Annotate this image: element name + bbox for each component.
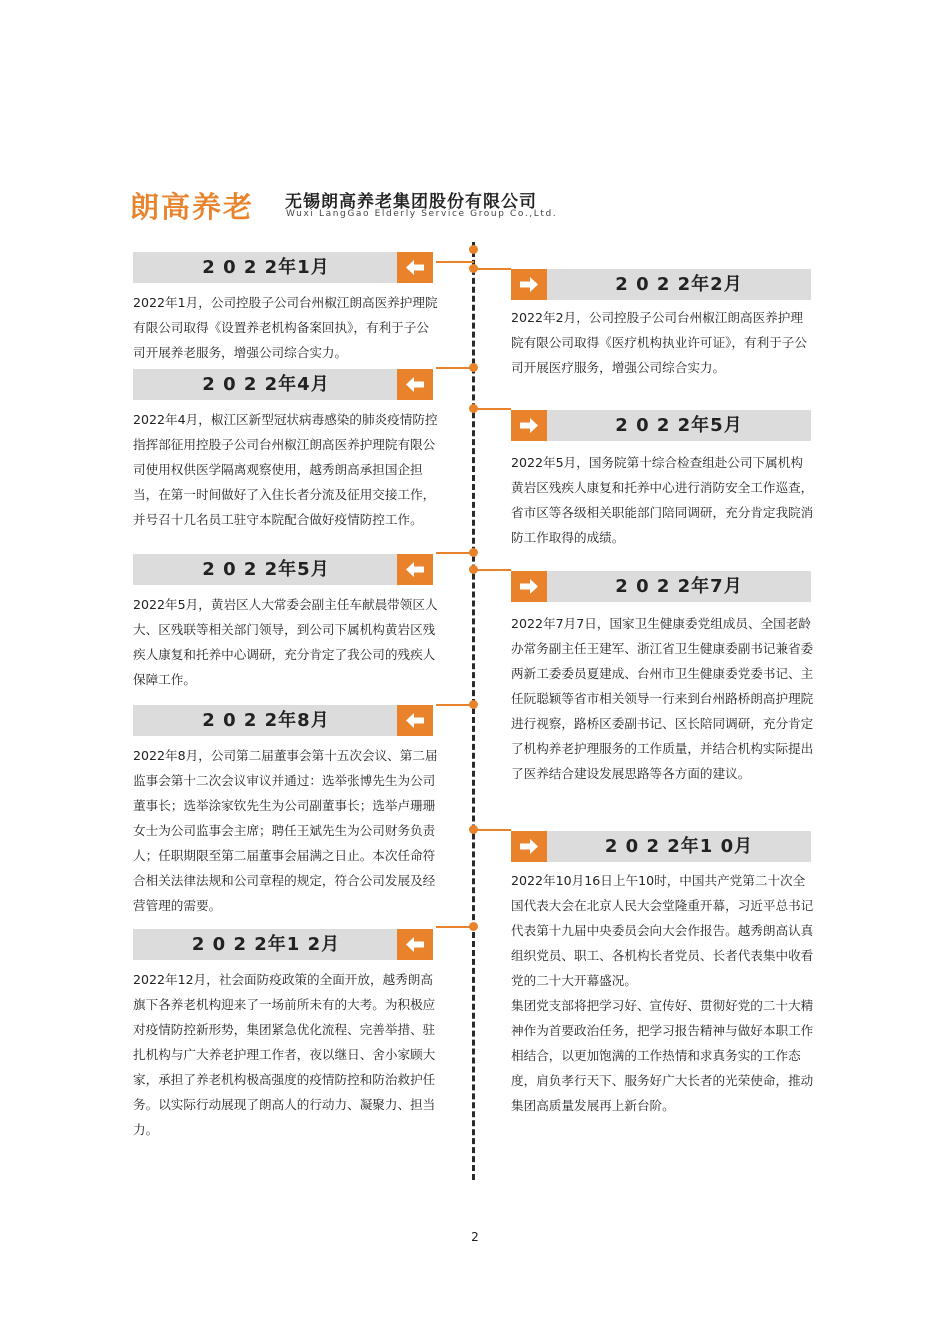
entry-header <box>511 571 811 602</box>
entry-text: 2022年2月，公司控股子公司台州椒江朗高医养护理院有限公司取得《医疗机构执业许可证》，有利于子公司开展医疗服务，增强公司综合实力。 <box>511 310 807 375</box>
page-number: 2 <box>471 1230 479 1244</box>
entry-paragraph: 2022年10月16日上午10时，中国共产党第二十次全国代表大会在北京人民大会堂隆重开幕，习近平总书记代表第十九届中央委员会向大会作报告。越秀朗高认真组织党员、职工、各机构长者党员、长者代表集中收看党的二十大开幕盛况。 <box>511 873 814 988</box>
entry-header <box>511 410 811 441</box>
timeline-connector <box>436 926 474 928</box>
entry-title: 2 0 2 2年5月 <box>615 415 743 436</box>
timeline-connector <box>436 261 474 263</box>
entry-text: 2022年8月，公司第二届董事会第十五次会议、第二届监事会第十二次会议审议并通过：选举张博先生为公司董事长；选举涂家钦先生为公司副董事长；选举卢珊珊女士为公司监事会主席；聘任王斌先生为公司财务负责人；任职期限至第二届董事会届满之日止。本次任命符合相关法律法规和公司章程的规定，符合公司发展及经营管理的需要。 <box>133 748 438 913</box>
entry-title: 2 0 2 2年7月 <box>615 576 743 597</box>
entry-text: 2022年5月，黄岩区人大常委会副主任车献晨带领区人大、区残联等相关部门领导，到公司下属机构黄岩区残疾人康复和托养中心调研，充分肯定了我公司的残疾人保障工作。 <box>133 597 438 687</box>
entry-title: 2 0 2 2年4月 <box>202 374 330 395</box>
entry-text: 2022年5月，国务院第十综合检查组赴公司下属机构黄岩区残疾人康复和托养中心进行消防安全工作巡查，省市区等各级相关职能部门陪同调研，充分肯定我院消防工作取得的成绩。 <box>511 455 814 545</box>
timeline-connector <box>473 569 511 571</box>
entry-text: 2022年4月，椒江区新型冠状病毒感染的肺炎疫情防控指挥部征用控股子公司台州椒江朗高医养护理院有限公司使用权供医学隔离观察使用，越秀朗高承担国企担当，在第一时间做好了入住长者分流及征用交接工作，并号召十几名员工驻守本院配合做好疫情防控工作。 <box>133 412 438 527</box>
entry-text <box>511 868 815 1118</box>
entry-text: 2022年7月7日，国家卫生健康委党组成员、全国老龄办常务副主任王建军、浙江省卫生健康委副书记兼省委两新工委委员夏建成、台州市卫生健康委党委书记、主任阮聪颖等省市相关领导一行来到台州路桥朗高护理院进行视察，路桥区委副书记、区长陪同调研，充分肯定了机构养老护理服务的工作质量，并结合机构实际提出了医养结合建设发展思路等各方面的建议。 <box>511 616 814 781</box>
timeline-connector <box>436 367 474 369</box>
arrow-left-icon <box>397 369 433 400</box>
timeline-connector <box>436 552 474 554</box>
entry-title: 2 0 2 2年1 2月 <box>191 934 341 955</box>
company-english-name: Wuxi LangGao Elderly Service Group Co.,Ltd. <box>286 209 558 219</box>
arrow-right-icon <box>511 410 547 441</box>
entry-header <box>511 269 811 300</box>
entry-header <box>133 369 433 400</box>
entry-header <box>511 831 811 862</box>
timeline-connector <box>473 829 511 831</box>
company-name: 无锡朗高养老集团股份有限公司 <box>285 192 537 212</box>
entry-text: 2022年12月，社会面防疫政策的全面开放，越秀朗高旗下各养老机构迎来了一场前所未有的大考。为积极应对疫情防控新形势，集团紧急优化流程、完善举措、驻扎机构与广大养老护理工作者，夜以继日、舍小家顾大家，承担了养老机构极高强度的疫情防控和防治救护任务。以实际行动展现了朗高人的行动力、凝聚力、担当力。 <box>133 972 436 1137</box>
entry-header <box>133 252 433 283</box>
entry-title: 2 0 2 2年2月 <box>615 274 743 295</box>
entry-title: 2 0 2 2年1月 <box>202 257 330 278</box>
entry-title: 2 0 2 2年8月 <box>202 710 330 731</box>
arrow-right-icon <box>511 831 547 862</box>
timeline-connector <box>436 704 474 706</box>
entry-header <box>133 929 433 960</box>
entry-paragraph: 集团党支部将把学习好、宣传好、贯彻好党的二十大精神作为首要政治任务，把学习报告精神与做好本职工作相结合，以更加饱满的工作热情和求真务实的工作态度，肩负孝行天下、服务好广大长者的光荣使命，推动集团高质量发展再上新台阶。 <box>511 998 814 1113</box>
timeline-connector <box>473 408 511 410</box>
entry-header <box>133 705 433 736</box>
arrow-left-icon <box>397 554 433 585</box>
arrow-right-icon <box>511 269 547 300</box>
timeline-connector <box>473 268 511 270</box>
entry-text: 2022年1月，公司控股子公司台州椒江朗高医养护理院有限公司取得《设置养老机构备案回执》，有利于子公司开展养老服务，增强公司综合实力。 <box>133 295 438 360</box>
arrow-left-icon <box>397 929 433 960</box>
timeline-line <box>472 242 475 1180</box>
arrow-right-icon <box>511 571 547 602</box>
entry-header <box>133 554 433 585</box>
timeline-dot <box>469 245 478 254</box>
logo-chinese-wordmark: 朗高养老 <box>130 190 255 224</box>
arrow-left-icon <box>397 252 433 283</box>
arrow-left-icon <box>397 705 433 736</box>
entry-title: 2 0 2 2年5月 <box>202 559 330 580</box>
entry-title: 2 0 2 2年1 0月 <box>604 836 754 857</box>
